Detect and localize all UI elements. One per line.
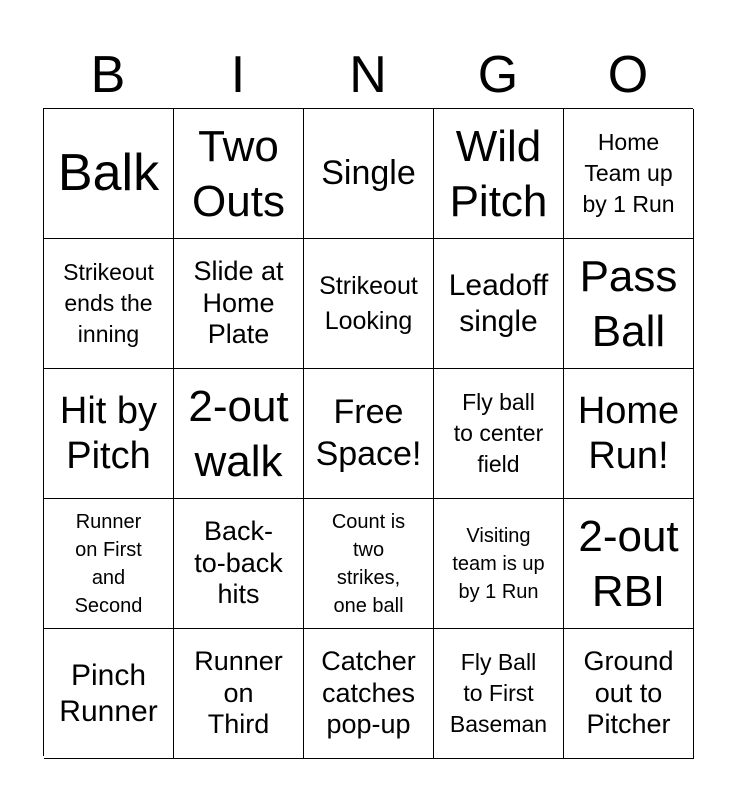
bingo-cell[interactable]: Pass Ball (564, 239, 694, 369)
bingo-cell[interactable]: Visiting team is up by 1 Run (434, 499, 564, 629)
bingo-header (43, 42, 693, 108)
bingo-cell[interactable]: Leadoff single (434, 239, 564, 369)
bingo-cell[interactable]: Hit by Pitch (44, 369, 174, 499)
bingo-cell[interactable]: Catcher catches pop-up (304, 629, 434, 759)
bingo-cell[interactable]: Fly Ball to First Baseman (434, 629, 564, 759)
header-letter-g: G (477, 46, 519, 104)
bingo-cell[interactable]: Back- to-back hits (174, 499, 304, 629)
bingo-cell[interactable]: Ground out to Pitcher (564, 629, 694, 759)
bingo-cell[interactable]: Strikeout ends the inning (44, 239, 174, 369)
bingo-card-grid (43, 108, 693, 756)
header-letter-b: B (90, 46, 126, 104)
bingo-cell[interactable]: Wild Pitch (434, 109, 564, 239)
free-space-cell[interactable]: Free Space! (304, 369, 434, 499)
header-letter-o: O (607, 46, 649, 104)
bingo-cell[interactable]: Balk (44, 109, 174, 239)
bingo-cell[interactable]: Count is two strikes, one ball (304, 499, 434, 629)
bingo-cell[interactable]: Runner on Third (174, 629, 304, 759)
bingo-cell[interactable]: Strikeout Looking (304, 239, 434, 369)
bingo-cell[interactable]: 2-out walk (174, 369, 304, 499)
header-letter-n: N (349, 46, 387, 104)
bingo-cell[interactable]: Two Outs (174, 109, 304, 239)
bingo-cell[interactable]: Home Run! (564, 369, 694, 499)
bingo-cell[interactable]: Home Team up by 1 Run (564, 109, 694, 239)
bingo-cell[interactable]: Runner on First and Second (44, 499, 174, 629)
bingo-cell[interactable]: Slide at Home Plate (174, 239, 304, 369)
header-letter-i: I (230, 46, 246, 104)
bingo-cell[interactable]: 2-out RBI (564, 499, 694, 629)
bingo-cell[interactable]: Fly ball to center field (434, 369, 564, 499)
bingo-cell[interactable]: Single (304, 109, 434, 239)
bingo-cell[interactable]: Pinch Runner (44, 629, 174, 759)
